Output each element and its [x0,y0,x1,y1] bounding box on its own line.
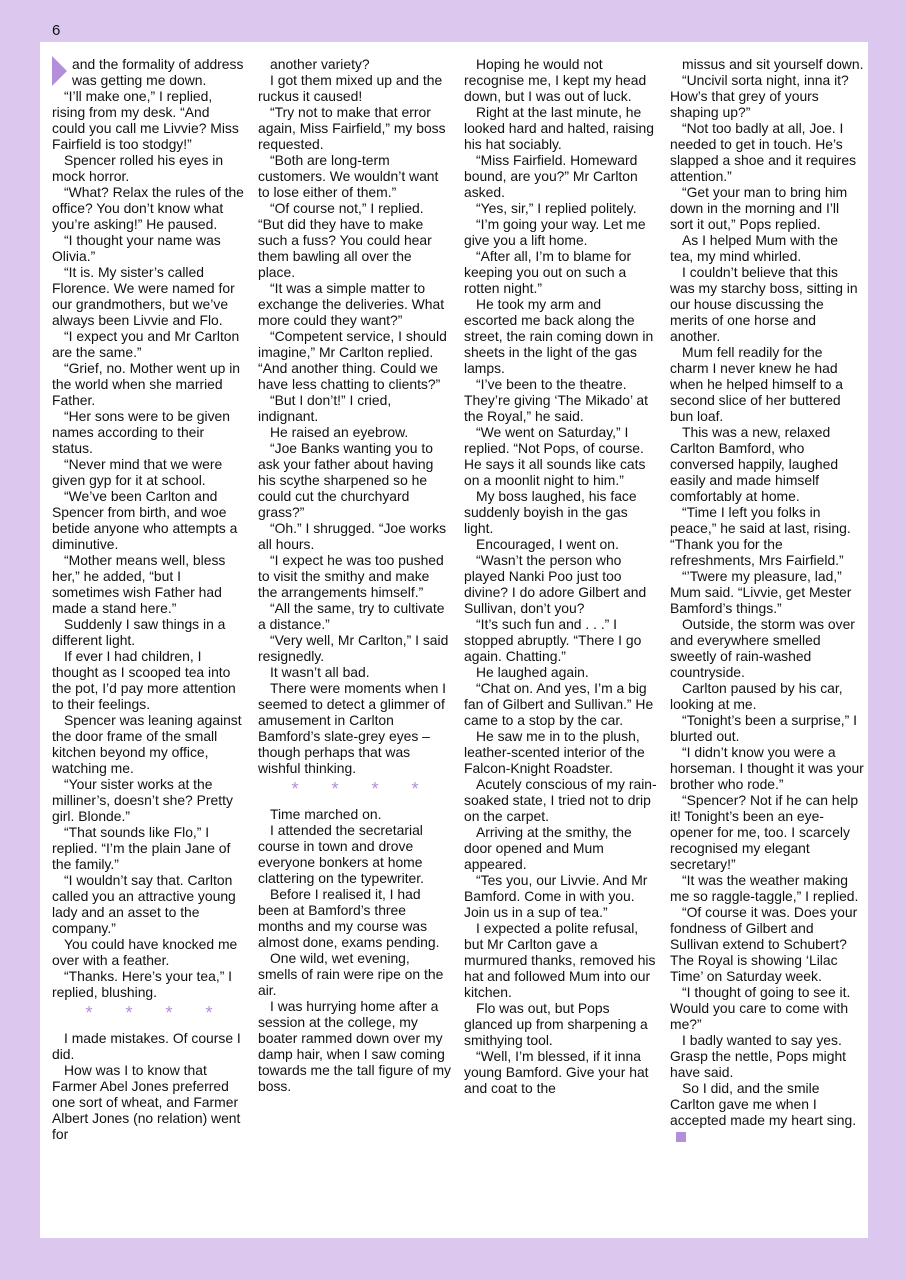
paragraph: “Both are long-term customers. We wouldn’t want to lose either of them.” [258,152,439,200]
paragraph: I was hurrying home after a session at the college, my boater rammed down over my damp hair, when I saw coming towards me the tall figure of my boss. [258,998,452,1094]
paragraph: “It was a simple matter to exchange the deliveries. What more could they want?” [258,280,445,328]
paragraph: “Competent service, I should imagine,” Mr Carlton replied. “And another thing. Could we have less chatting to clients?” [258,328,447,392]
paragraph: “That sounds like Flo,” I replied. “I’m the plain Jane of the family.” [52,824,231,872]
paragraph: “Try not to make that error again, Miss Fairfield,” my boss requested. [258,104,446,152]
paragraph: “All the same, try to cultivate a distance.” [258,600,445,632]
paragraph: and the formality of address was getting me down. [52,56,246,88]
paragraph: He saw me in to the plush, leather-scented interior of the Falcon-Knight Roadster. [464,728,645,776]
paragraph: “I expect you and Mr Carlton are the same.” [52,328,240,360]
paragraph: “Time I left you folks in peace,” he said at last, rising. “Thank you for the refreshments, Mrs Fairfield.” [670,504,851,568]
paragraph: “We’ve been Carlton and Spencer from birth, and woe betide anyone who attempts a diminutive. [52,488,238,552]
paragraph: “Not too badly at all, Joe. I needed to get in touch. He’s slapped a shoe and it requires attention.” [670,120,857,184]
paragraph: Mum fell readily for the charm I never knew he had when he helped himself to a second slice of her buttered bun loaf. [670,344,843,424]
paragraph: “I thought of going to see it. Would you care to come with me?” [670,984,851,1032]
paragraph: “I’ve been to the theatre. They’re giving ‘The Mikado’ at the Royal,” he said. [464,376,649,424]
paragraph: Spencer rolled his eyes in mock horror. [52,152,224,184]
paragraph: missus and sit yourself down. [682,56,864,72]
paragraph: “After all, I’m to blame for keeping you out on such a rotten night.” [464,248,632,296]
paragraph: “But I don’t!” I cried, indignant. [258,392,392,424]
column-3 [464,56,658,1096]
paragraph: I made mistakes. Of course I did. [52,1030,241,1062]
article-page [40,42,868,1238]
paragraph: “I didn’t know you were a horseman. I thought it was your brother who rode.” [670,744,864,792]
paragraph: “What? Relax the rules of the office? You don’t know what you’re asking!” He paused. [52,184,244,232]
paragraph: “Uncivil sorta night, inna it? How’s that grey of yours shaping up?” [670,72,849,120]
paragraph: How was I to know that Farmer Abel Jones preferred one sort of wheat, and Farmer Albert Jones (no relation) went for [52,1062,241,1142]
paragraph: Flo was out, but Pops glanced up from sharpening a smithying tool. [464,1000,648,1048]
paragraph: Arriving at the smithy, the door opened and Mum appeared. [464,824,632,872]
paragraph: “It is. My sister’s called Florence. We were named for our grandmothers, but we’ve always been Livvie and Flo. [52,264,235,328]
paragraph: I got them mixed up and the ruckus it caused! [258,72,443,104]
paragraph: “Mother means well, bless her,” he added, “but I sometimes wish Father had made a stand here.” [52,552,226,616]
paragraph: My boss laughed, his face suddenly boyish in the gas light. [464,488,637,536]
section-break: * * * * [85,1003,227,1023]
paragraph: “Of course not,” I replied. “But did they have to make such a fuss? You could hear them bawling all over the place. [258,200,432,280]
paragraph: Encouraged, I went on. [476,536,619,552]
paragraph: Carlton paused by his car, looking at me. [670,680,843,712]
paragraph: “Of course it was. Does your fondness of Gilbert and Sullivan extend to Schubert? The Royal is showing ‘Lilac Time’ on Saturday week. [670,904,858,984]
paragraph: “I expect he was too pushed to visit the smithy and make the arrangements himself.” [258,552,444,600]
paragraph: “I’m going your way. Let me give you a lift home. [464,216,646,248]
paragraph: He took my arm and escorted me back along the street, the rain coming down in sheets in the light of the gas lamps. [464,296,654,376]
paragraph: One wild, wet evening, smells of rain were ripe on the air. [258,950,444,998]
paragraph: I expected a polite refusal, but Mr Carlton gave a murmured thanks, removed his hat and followed Mum into our kitchen. [464,920,656,1000]
paragraph: Hoping he would not recognise me, I kept my head down, but I was out of luck. [464,56,647,104]
paragraph: “’Twere my pleasure, lad,” Mum said. “Livvie, get Mester Bamford’s things.” [670,568,852,616]
column-1 [52,56,246,1142]
paragraph: “Very well, Mr Carlton,” I said resignedly. [258,632,449,664]
paragraph: “It’s such fun and . . .” I stopped abruptly. “There I go again. Chatting.” [464,616,642,664]
column-2 [258,56,452,1094]
paragraph: “I thought your name was Olivia.” [52,232,221,264]
end-of-story-icon [676,1132,686,1142]
paragraph: “Thanks. Here’s your tea,” I replied, blushing. [52,968,233,1000]
paragraph: “Tes you, our Livvie. And Mr Bamford. Come in with you. Join us in a sup of tea.” [464,872,648,920]
paragraph: “Chat on. And yes, I’m a big fan of Gilbert and Sullivan.” He came to a stop by the car. [464,680,654,728]
paragraph: Acutely conscious of my rain-soaked state, I tried not to drip on the carpet. [464,776,657,824]
paragraph: “Miss Fairfield. Homeward bound, are you?” Mr Carlton asked. [464,152,638,200]
paragraph: There were moments when I seemed to detect a glimmer of amusement in Carlton Bamford’s slate-grey eyes – though perhaps that was wishful thinking. [258,680,447,776]
column-4 [670,56,864,1144]
paragraph: “I’ll make one,” I replied, rising from my desk. “And could you call me Livvie? Miss Fairfield is too stodgy!” [52,88,239,152]
paragraph: This was a new, relaxed Carlton Bamford, who conversed happily, laughed easily and made himself comfortably at home. [670,424,839,504]
paragraph: “Spencer? Not if he can help it! Tonight’s been an eye-opener for me, too. I scarcely recognised my elegant secretary!” [670,792,859,872]
page-number: 6 [52,22,61,39]
paragraph: “It was the weather making me so raggle-taggle,” I replied. [670,872,859,904]
paragraph: So I did, and the smile Carlton gave me when I accepted made my heart sing. [670,1080,864,1144]
paragraph: Spencer was leaning against the door frame of the small kitchen beyond my office, watching me. [52,712,242,776]
paragraph: “Wasn’t the person who played Nanki Poo just too divine? I do adore Gilbert and Sullivan, don’t you? [464,552,647,616]
paragraph: “Her sons were to be given names according to their status. [52,408,230,456]
article-columns [52,56,864,1232]
paragraph: “Never mind that we were given gyp for it at school. [52,456,223,488]
paragraph: “Get your man to bring him down in the morning and I’ll sort it out,” Pops replied. [670,184,848,232]
paragraph: “Grief, no. Mother went up in the world when she married Father. [52,360,241,408]
paragraph: You could have knocked me over with a feather. [52,936,238,968]
paragraph: He raised an eyebrow. [270,424,409,440]
paragraph: “Oh.” I shrugged. “Joe works all hours. [258,520,447,552]
paragraph: “Well, I’m blessed, if it inna young Bamford. Give your hat and coat to the [464,1048,649,1096]
paragraph: Suddenly I saw things in a different light. [52,616,226,648]
article-continue-marker-icon [52,56,67,86]
paragraph: “Tonight’s been a surprise,” I blurted out. [670,712,858,744]
paragraph: It wasn’t all bad. [270,664,370,680]
paragraph: another variety? [270,56,370,72]
paragraph: Time marched on. [270,806,382,822]
paragraph: I couldn’t believe that this was my starchy boss, sitting in our house discussing the merits of one horse and another. [670,264,858,344]
paragraph: Right at the last minute, he looked hard and halted, raising his hat sociably. [464,104,654,152]
paragraph: If ever I had children, I thought as I scooped tea into the pot, I’d pay more attention to their feelings. [52,648,236,712]
paragraph: “Joe Banks wanting you to ask your father about having his scythe sharpened so he could cut the churchyard grass?” [258,440,434,520]
section-break: * * * * [291,779,433,799]
paragraph: “We went on Saturday,” I replied. “Not Pops, of course. He says it all sounds like cats on a moonlit night to him.” [464,424,646,488]
paragraph: “Your sister works at the milliner’s, doesn’t she? Pretty girl. Blonde.” [52,776,233,824]
paragraph: I badly wanted to say yes. Grasp the nettle, Pops might have said. [670,1032,847,1080]
paragraph: Outside, the storm was over and everywhere smelled sweetly of rain-washed countryside. [670,616,855,680]
paragraph: As I helped Mum with the tea, my mind whirled. [670,232,838,264]
paragraph: He laughed again. [476,664,589,680]
paragraph: Before I realised it, I had been at Bamford’s three months and my course was almost done, exams pending. [258,886,440,950]
paragraph: “I wouldn’t say that. Carlton called you an attractive young lady and an asset to the company.” [52,872,236,936]
paragraph: “Yes, sir,” I replied politely. [476,200,637,216]
paragraph: I attended the secretarial course in town and drove everyone bonkers at home clattering on the typewriter. [258,822,425,886]
